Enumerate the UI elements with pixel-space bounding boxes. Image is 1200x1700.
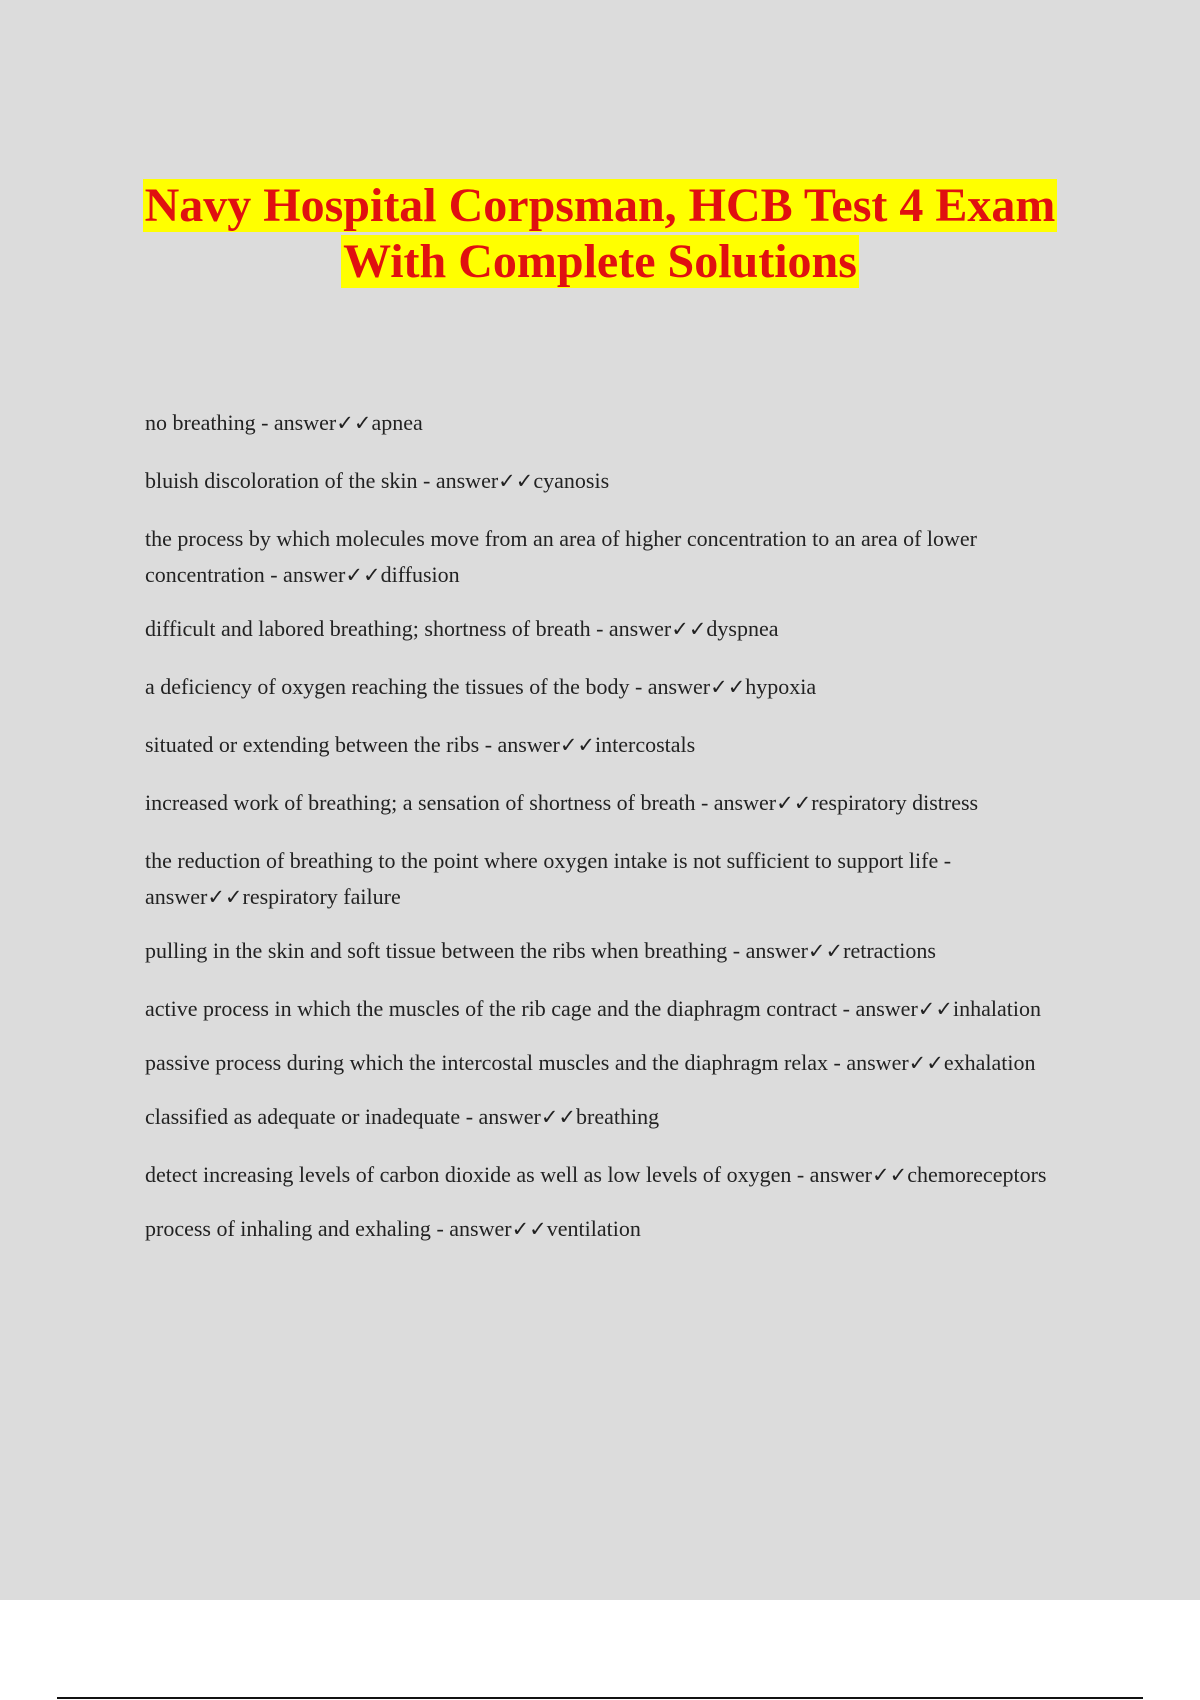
qa-item <box>145 405 1080 441</box>
double-check-icon: ✓✓ <box>336 411 372 435</box>
double-check-icon: ✓✓ <box>207 885 243 909</box>
title-line-1: Navy Hospital Corpsman, HCB Test 4 Exam <box>144 179 1056 232</box>
double-check-icon: ✓✓ <box>908 1051 944 1075</box>
answer-text: inhalation <box>952 996 1041 1021</box>
qa-item <box>145 1157 1080 1193</box>
qa-item <box>145 785 1080 821</box>
qa-item <box>145 463 1080 499</box>
question-text: the reduction of breathing to the point where oxygen intake is not sufficient to support life <box>145 848 939 873</box>
answer-text: diffusion <box>380 562 460 587</box>
answer-text: intercostals <box>595 732 696 757</box>
question-text: active process in which the muscles of the rib cage and the diaphragm contract <box>145 996 838 1021</box>
qa-item <box>145 521 1080 593</box>
question-text: situated or extending between the ribs <box>145 732 480 757</box>
answer-text: breathing <box>576 1104 660 1129</box>
answer-prefix: - answer <box>261 410 337 435</box>
answer-prefix: - answer <box>423 468 499 493</box>
answer-text: respiratory failure <box>242 884 401 909</box>
answer-prefix: - answer <box>596 616 672 641</box>
answer-prefix: - answer <box>634 674 711 699</box>
double-check-icon: ✓✓ <box>776 791 812 815</box>
qa-item <box>145 991 1080 1027</box>
qa-item <box>145 933 1080 969</box>
question-text: passive process during which the intercostal muscles and the diaphragm relax <box>145 1050 829 1075</box>
qa-item <box>145 669 1080 705</box>
answer-prefix: - answer <box>732 938 808 963</box>
question-text: bluish discoloration of the skin <box>145 468 418 493</box>
double-check-icon: ✓✓ <box>559 733 596 757</box>
answer-prefix: - answer <box>842 996 918 1021</box>
answer-text: apnea <box>371 410 423 435</box>
qa-item <box>145 727 1080 763</box>
title-line-2: With Complete Solutions <box>343 235 857 288</box>
question-text: detect increasing levels of carbon dioxide as well as low levels of oxygen <box>145 1162 792 1187</box>
answer-text: exhalation <box>943 1050 1036 1075</box>
qa-item <box>145 1211 1080 1247</box>
double-check-icon: ✓✓ <box>511 1217 547 1241</box>
qa-item <box>145 1099 1080 1135</box>
answer-text: cyanosis <box>533 468 610 493</box>
answer-prefix: - answer <box>145 848 952 909</box>
question-text: no breathing <box>145 410 256 435</box>
answer-text: chemoreceptors <box>907 1162 1047 1187</box>
answer-prefix: - answer <box>700 790 777 815</box>
answer-text: dyspnea <box>706 616 779 641</box>
answer-text: respiratory distress <box>811 790 979 815</box>
answer-text: hypoxia <box>745 674 817 699</box>
answer-text: retractions <box>843 938 936 963</box>
qa-item <box>145 611 1080 647</box>
answer-prefix: - answer <box>484 732 560 757</box>
double-check-icon: ✓✓ <box>671 617 707 641</box>
double-check-icon: ✓✓ <box>540 1105 577 1129</box>
question-text: increased work of breathing; a sensation of shortness of breath <box>145 790 696 815</box>
qa-item <box>145 843 1080 915</box>
answer-text: ventilation <box>546 1216 641 1241</box>
question-text: process of inhaling and exhaling <box>145 1216 431 1241</box>
answer-prefix: - answer <box>270 562 346 587</box>
double-check-icon: ✓✓ <box>498 469 534 493</box>
double-check-icon: ✓✓ <box>807 939 844 963</box>
answer-prefix: - answer <box>833 1050 909 1075</box>
qa-item <box>145 1045 1080 1081</box>
question-text: a deficiency of oxygen reaching the tissues of the body <box>145 674 630 699</box>
question-text: pulling in the skin and soft tissue between the ribs when breathing <box>145 938 728 963</box>
answer-prefix: - answer <box>796 1162 872 1187</box>
footer-divider <box>57 1697 1143 1699</box>
double-check-icon: ✓✓ <box>710 675 746 699</box>
document-title <box>0 178 1200 290</box>
double-check-icon: ✓✓ <box>345 563 381 587</box>
double-check-icon: ✓✓ <box>872 1163 908 1187</box>
double-check-icon: ✓✓ <box>917 997 953 1021</box>
answer-prefix: - answer <box>436 1216 512 1241</box>
question-text: classified as adequate or inadequate <box>145 1104 461 1129</box>
question-text: the process by which molecules move from an area of higher concentration to an area of lower concentration <box>145 526 978 587</box>
question-text: difficult and labored breathing; shortness of breath <box>145 616 591 641</box>
answer-prefix: - answer <box>465 1104 541 1129</box>
qa-list <box>145 405 1080 1269</box>
